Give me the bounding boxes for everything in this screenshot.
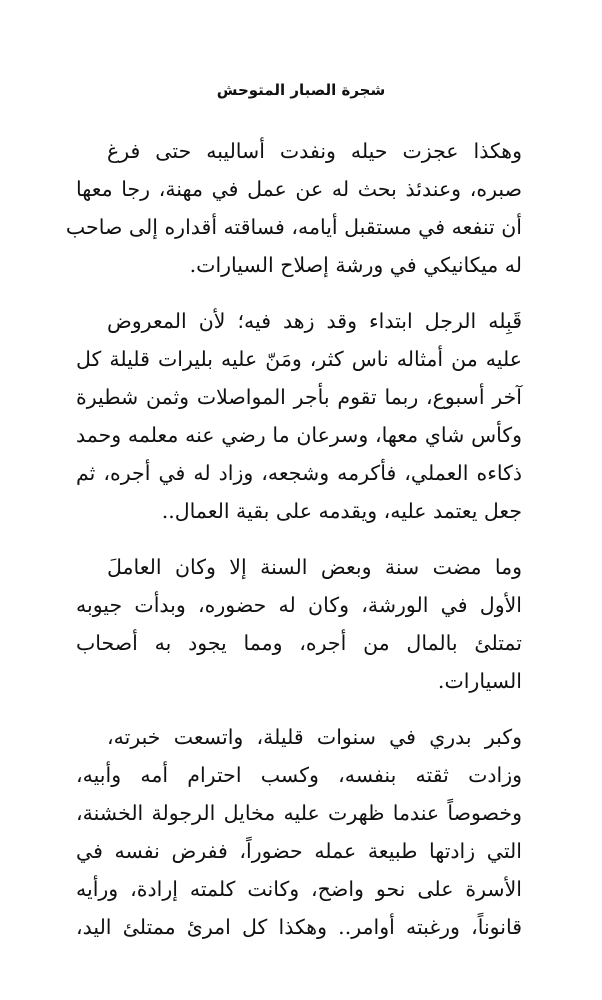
text-line: الأول في الورشة، وكان له حضوره، وبدأت جيوبه [76, 593, 522, 617]
page-title: شجرة الصبار المتوحش [216, 81, 386, 99]
text-line: صبره، وعندئذ بحث له عن عمل في مهنة، رجا معها [76, 177, 522, 201]
text-line: تمتلئ بالمال من أجره، ومما يجود به أصحاب [76, 631, 522, 655]
text-line: وما مضت سنة وبعض السنة إلا وكان العاملَ [107, 555, 522, 579]
text-line: وخصوصاً عندما ظهرت عليه مخايل الرجولة الخشنة، [76, 801, 522, 825]
text-line: وكبر بدري في سنوات قليلة، واتسعت خبرته، [107, 725, 522, 749]
text-line: قانوناً، ورغبته أوامر.. وهكذا كل امرئ ممتلئ اليد، [76, 915, 522, 939]
text-line: أن تنفعه في مستقبل أيامه، فساقته أقداره إلى صاحب [65, 215, 522, 239]
text-line: له ميكانيكي في ورشة إصلاح السيارات. [189, 253, 522, 277]
text-line: وكأس شاي معها، وسرعان ما رضي عنه معلمه وحمد [76, 423, 522, 447]
text-line: الأسرة على نحو واضح، وكانت كلمته إرادة، ورأيه [76, 877, 522, 901]
text-line: عليه من أمثاله ناس كثر، ومَنّ عليه بليرات قليلة كل [76, 347, 522, 371]
text-line: التي زادتها طبيعة عمله حضوراً، ففرض نفسه في [76, 839, 522, 863]
text-line: وهكذا عجزت حيله ونفدت أساليبه حتى فرغ [107, 139, 522, 163]
text-line: آخر أسبوع، ربما تقوم بأجر المواصلات وثمن شطيرة [76, 385, 522, 409]
text-line: جعل يعتمد عليه، ويقدمه على بقية العمال.. [161, 499, 522, 523]
text-line: السيارات. [437, 669, 522, 693]
text-line: وزادت ثقته بنفسه، وكسب احترام أمه وأبيه، [76, 763, 522, 787]
text-line: ذكاءه العملي، فأكرمه وشجعه، وزاد له في أجره، ثم [76, 461, 522, 485]
text-line: قَبِله الرجل ابتداء وقد زهد فيه؛ لأن المعروض [107, 309, 522, 333]
